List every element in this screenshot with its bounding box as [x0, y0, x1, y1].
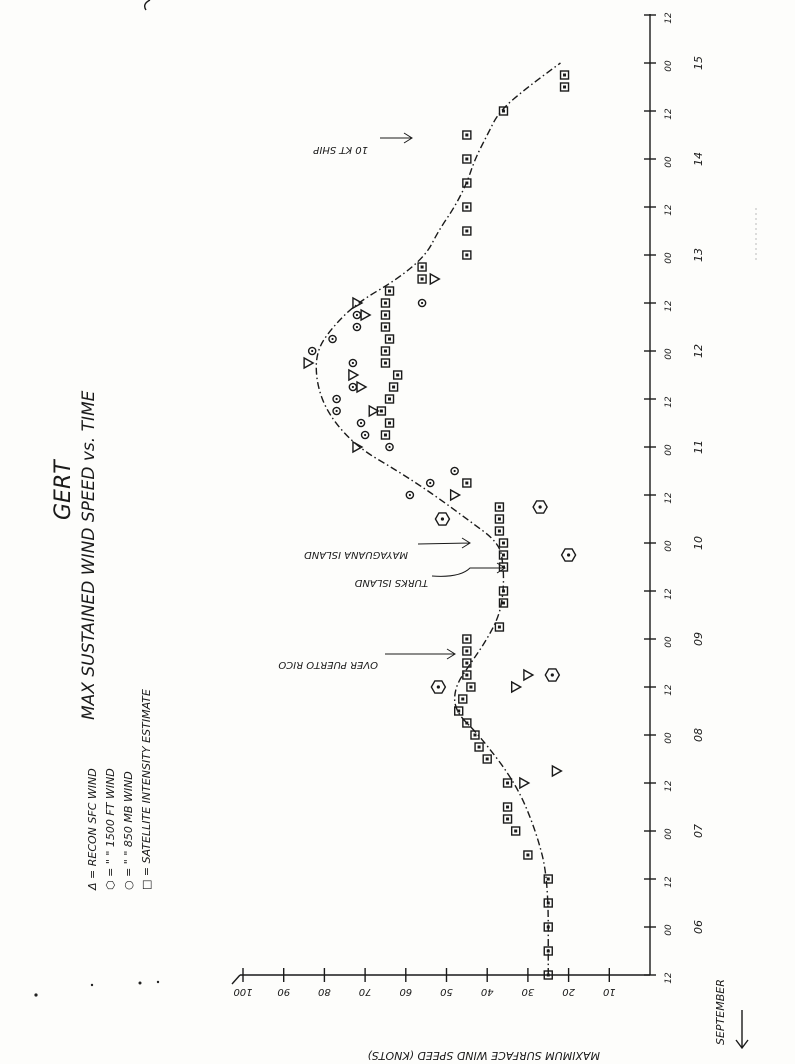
x-tick-label: 00 [664, 924, 674, 936]
x-tick-label: 00 [664, 636, 674, 648]
speck [157, 981, 159, 983]
marker-square-dot [478, 746, 481, 749]
x-tick-label: 12 [664, 780, 674, 792]
marker-square-dot [502, 602, 505, 605]
marker-square-dot [547, 950, 550, 953]
x-tick-label: 12 [664, 108, 674, 120]
annotation-ship-text: 10 KT SHIP [313, 144, 368, 155]
legend-entry-1500ft: ⬡ = " " 1500 FT WIND [104, 768, 117, 890]
marker-square-dot [388, 422, 391, 425]
x-tick-label: 00 [664, 348, 674, 360]
marker-circle-dot [360, 422, 362, 424]
marker-triangle [552, 766, 561, 776]
marker-square-dot [465, 674, 468, 677]
marker-square-dot [457, 710, 460, 713]
marker-square-dot [384, 314, 387, 317]
marker-square-dot [388, 398, 391, 401]
x-tick-label: 12 [664, 972, 674, 984]
marker-circle-dot [352, 362, 354, 364]
marker-square-dot [506, 818, 509, 821]
marker-square-dot [384, 434, 387, 437]
x-tick-label: 12 [664, 876, 674, 888]
marker-square-dot [465, 158, 468, 161]
marker-square-dot [547, 974, 550, 977]
day-label: 06 [692, 920, 705, 934]
marker-square-dot [498, 626, 501, 629]
annotation-mayaguana-arrow [418, 538, 470, 548]
marker-square-dot [465, 182, 468, 185]
marker-triangle [512, 682, 521, 692]
chart-subtitle: MAX SUSTAINED WIND SPEED vs. TIME [79, 390, 99, 720]
marker-square-dot [563, 86, 566, 89]
annotation-turks [354, 563, 505, 588]
marker-square-dot [384, 302, 387, 305]
day-labels [692, 56, 705, 934]
marker-square-dot [547, 926, 550, 929]
y-tick-label: 10 [602, 986, 616, 997]
x-tick-label: 00 [664, 252, 674, 264]
marker-square-dot [502, 110, 505, 113]
marker-triangle [430, 274, 439, 284]
annotation-puerto-rico-text: OVER PUERTO RICO [278, 659, 378, 670]
day-label: 11 [692, 440, 705, 454]
marker-square-dot [465, 650, 468, 653]
day-label: 07 [692, 824, 705, 838]
marker-triangle [357, 382, 366, 392]
marker-square-dot [392, 386, 395, 389]
marker-circle-dot [331, 338, 333, 340]
y-tick-label: 40 [480, 986, 494, 997]
marker-triangle [353, 442, 362, 452]
marker-square-dot [498, 506, 501, 509]
y-tick-label: 60 [399, 986, 413, 997]
marker-square-dot [514, 830, 517, 833]
legend-entry-850mb: ○ = " " 850 MB WIND [122, 771, 135, 890]
marker-square-dot [465, 230, 468, 233]
x-ticks [644, 12, 674, 984]
annotation-turks-text: TURKS ISLAND [354, 577, 428, 588]
marker-square-dot [465, 662, 468, 665]
title-block [51, 390, 99, 720]
marker-circle-dot [454, 470, 456, 472]
marker-triangle [349, 370, 358, 380]
chart-title: GERT [51, 460, 76, 520]
marker-square-dot [563, 74, 566, 77]
marker-hexagon-dot [551, 673, 554, 676]
marker-circle-dot [409, 494, 411, 496]
y-axis-label-group [367, 1049, 600, 1062]
marker-square-dot [547, 902, 550, 905]
marker-triangle [353, 298, 362, 308]
marker-circle-dot [336, 398, 338, 400]
x-tick-label: 00 [664, 828, 674, 840]
marker-square-dot [465, 254, 468, 257]
y-axis-end [232, 975, 240, 984]
marker-square-dot [502, 590, 505, 593]
marker-square-dot [421, 278, 424, 281]
marker-triangle [361, 310, 370, 320]
legend-entry-recon-sfc: Δ = RECON SFC WIND [86, 768, 99, 890]
day-label: 14 [692, 152, 705, 166]
x-axis-arrow [736, 1010, 748, 1048]
marker-square-dot [506, 782, 509, 785]
annotation-ship [312, 133, 412, 155]
speck [34, 993, 37, 996]
marker-square-dot [388, 290, 391, 293]
y-tick-label: 50 [440, 986, 453, 997]
marker-square-dot [473, 734, 476, 737]
marker-square-dot [384, 326, 387, 329]
marker-circle-dot [364, 434, 366, 436]
marker-square-dot [465, 722, 468, 725]
marker-circle-dot [388, 446, 390, 448]
annotation-puerto-rico [278, 649, 455, 670]
data-markers [304, 71, 575, 979]
annotation-mayaguana-text: MAYAGUANA ISLAND [304, 549, 408, 560]
marker-square-dot [465, 134, 468, 137]
marker-circle-dot [356, 326, 358, 328]
x-tick-label: 12 [664, 684, 674, 696]
marker-hexagon-dot [567, 553, 570, 556]
marker-square-dot [465, 638, 468, 641]
x-tick-label: 12 [664, 492, 674, 504]
x-tick-label: 12 [664, 204, 674, 216]
marker-square-dot [388, 338, 391, 341]
marker-square-dot [384, 350, 387, 353]
annotation-turks-arrow [432, 563, 505, 576]
speck [145, 0, 150, 10]
marker-square-dot [469, 686, 472, 689]
annotation-ship-arrow [380, 133, 412, 143]
marker-triangle [304, 358, 313, 368]
marker-square-dot [506, 806, 509, 809]
marker-square-dot [547, 878, 550, 881]
x-tick-label: 12 [664, 396, 674, 408]
marker-triangle [451, 490, 460, 500]
best-track-curve [316, 63, 560, 975]
marker-square-dot [421, 266, 424, 269]
marker-square-dot [502, 542, 505, 545]
marker-circle-dot [421, 302, 423, 304]
x-tick-label: 12 [664, 300, 674, 312]
marker-circle-dot [429, 482, 431, 484]
marker-circle-dot [336, 410, 338, 412]
marker-square-dot [465, 206, 468, 209]
y-tick-label: 20 [562, 986, 575, 997]
marker-hexagon-dot [437, 685, 440, 688]
x-tick-label: 00 [664, 540, 674, 552]
marker-square-dot [465, 482, 468, 485]
marker-square-dot [498, 530, 501, 533]
marker-square-dot [461, 698, 464, 701]
y-tick-label: 30 [521, 986, 535, 997]
y-tick-label: 100 [233, 986, 253, 997]
day-label: 15 [692, 56, 705, 70]
x-tick-label: 12 [664, 12, 674, 24]
annotations [278, 133, 505, 670]
y-tick-label: 70 [358, 986, 372, 997]
x-tick-label: 00 [664, 60, 674, 72]
day-label: 10 [692, 536, 705, 550]
marker-square-dot [384, 362, 387, 365]
day-label: 08 [692, 728, 705, 742]
marker-circle-dot [352, 386, 354, 388]
annotation-puerto-rico-arrow [385, 649, 455, 659]
speck [91, 984, 93, 986]
marker-square-dot [486, 758, 489, 761]
y-tick-label: 80 [318, 986, 331, 997]
x-axis-label-group [714, 979, 727, 1045]
y-tick-label: 90 [277, 986, 291, 997]
x-axis-label: SEPTEMBER [714, 979, 727, 1045]
annotation-mayaguana [304, 538, 470, 560]
day-label: 09 [692, 632, 705, 646]
marker-circle-dot [356, 314, 358, 316]
marker-square-dot [396, 374, 399, 377]
marker-triangle [520, 778, 529, 788]
x-tick-label: 12 [664, 588, 674, 600]
legend-entry-satellite: □ = SATELLITE INTENSITY ESTIMATE [140, 689, 153, 890]
marker-square-dot [498, 518, 501, 521]
marker-square-dot [526, 854, 529, 857]
speck [139, 982, 142, 985]
x-tick-label: 00 [664, 156, 674, 168]
marker-circle-dot [311, 350, 313, 352]
x-tick-label: 00 [664, 444, 674, 456]
y-axis-label: MAXIMUM SURFACE WIND SPEED (KNOTS) [367, 1049, 600, 1062]
y-ticks [233, 968, 615, 997]
day-label: 13 [692, 248, 705, 262]
marker-hexagon-dot [441, 517, 444, 520]
marker-square-dot [502, 554, 505, 557]
marker-hexagon-dot [539, 505, 542, 508]
marker-square-dot [380, 410, 383, 413]
day-label: 12 [692, 344, 705, 358]
x-tick-label: 00 [664, 732, 674, 744]
marker-triangle [524, 670, 533, 680]
